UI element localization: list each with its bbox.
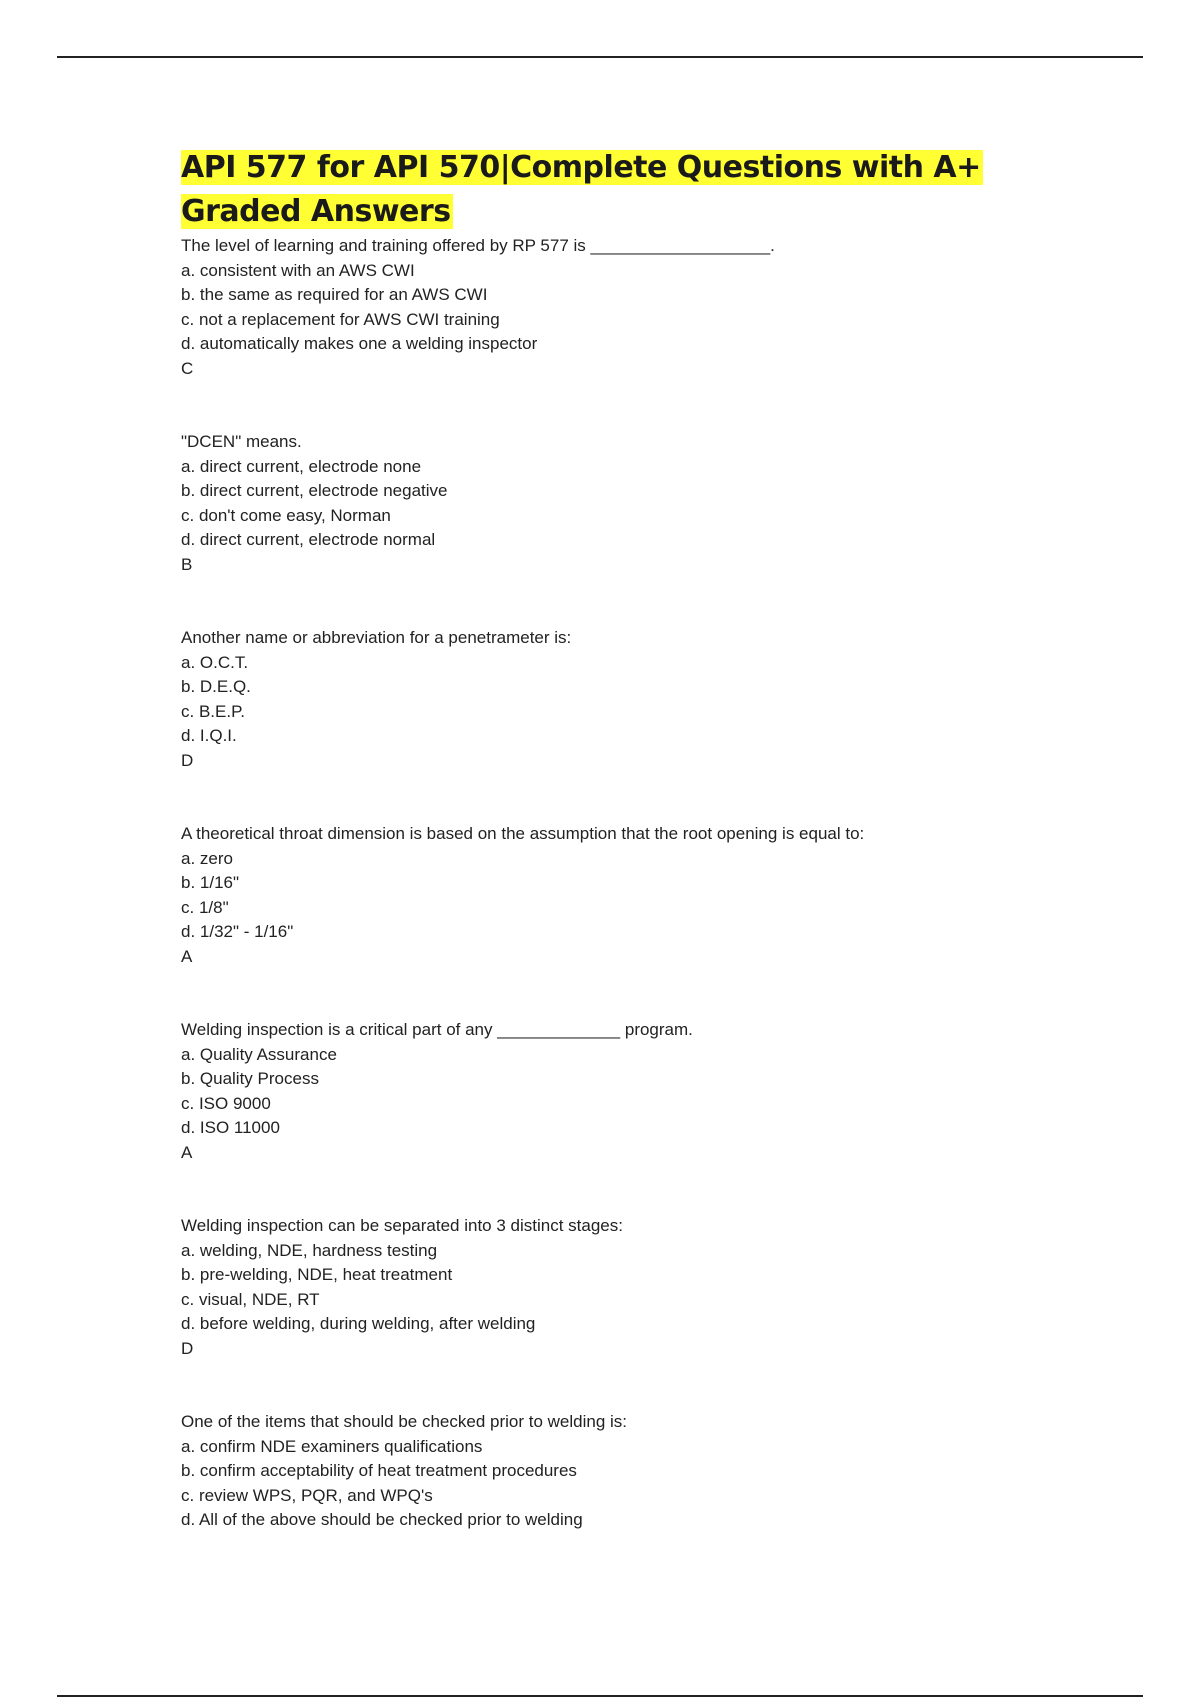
answer-option: a. welding, NDE, hardness testing xyxy=(181,1240,438,1260)
answer-option: d. I.Q.I. xyxy=(181,726,237,745)
answer-option: a. Quality Assurance xyxy=(181,1044,337,1064)
answer-option: a. zero xyxy=(181,848,233,868)
correct-answer: B xyxy=(181,554,193,574)
answer-option: b. D.E.Q. xyxy=(181,677,251,696)
answer-option: b. Quality Process xyxy=(181,1069,319,1088)
question-text: One of the items that should be checked prior to welding is: xyxy=(181,1412,628,1431)
answer-option: d. before welding, during welding, after welding xyxy=(181,1314,536,1333)
correct-answer: C xyxy=(181,358,194,378)
answer-option: d. ISO 11000 xyxy=(181,1118,280,1137)
question-block xyxy=(181,822,981,969)
question-block xyxy=(181,1410,981,1533)
answer-option: c. ISO 9000 xyxy=(181,1093,271,1113)
question-text: The level of learning and training offered by RP 577 is ___________________. xyxy=(181,236,775,255)
answer-option: b. the same as required for an AWS CWI xyxy=(181,285,488,304)
answer-option: b. confirm acceptability of heat treatment procedures xyxy=(181,1461,577,1480)
answer-option: a. O.C.T. xyxy=(181,652,249,672)
answer-option: c. don't come easy, Norman xyxy=(181,505,391,525)
answer-option: b. pre-welding, NDE, heat treatment xyxy=(181,1265,453,1284)
question-text: Welding inspection is a critical part of any _____________ program. xyxy=(181,1020,693,1039)
question-block xyxy=(181,430,981,577)
answer-option: c. 1/8" xyxy=(181,897,229,917)
question-block xyxy=(181,1214,981,1361)
answer-option: a. direct current, electrode none xyxy=(181,456,422,476)
answer-option: b. 1/16" xyxy=(181,873,240,892)
question-text: A theoretical throat dimension is based on the assumption that the root opening is equal to: xyxy=(181,824,865,843)
page-top-rule xyxy=(57,56,1143,58)
document-body xyxy=(181,146,981,1533)
document-title-highlight: API 577 for API 570|Complete Questions with A+ Graded Answers xyxy=(181,150,981,229)
document-title xyxy=(181,146,981,234)
answer-option: b. direct current, electrode negative xyxy=(181,481,448,500)
question-block xyxy=(181,626,981,773)
answer-option: a. consistent with an AWS CWI xyxy=(181,260,415,280)
answer-option: d. automatically makes one a welding inspector xyxy=(181,334,538,353)
correct-answer: D xyxy=(181,1338,194,1358)
question-block xyxy=(181,234,981,381)
question-text: "DCEN" means. xyxy=(181,432,302,451)
answer-option: c. review WPS, PQR, and WPQ's xyxy=(181,1485,433,1505)
question-text: Welding inspection can be separated into 3 distinct stages: xyxy=(181,1216,623,1235)
question-text: Another name or abbreviation for a penetrameter is: xyxy=(181,628,572,647)
correct-answer: D xyxy=(181,750,194,770)
answer-option: a. confirm NDE examiners qualifications xyxy=(181,1436,483,1456)
correct-answer: A xyxy=(181,1142,193,1162)
correct-answer: A xyxy=(181,946,193,966)
answer-option: d. direct current, electrode normal xyxy=(181,530,436,549)
answer-option: c. B.E.P. xyxy=(181,701,245,721)
question-block xyxy=(181,1018,981,1165)
answer-option: d. 1/32" - 1/16" xyxy=(181,922,294,941)
answer-option: d. All of the above should be checked prior to welding xyxy=(181,1510,583,1529)
answer-option: c. not a replacement for AWS CWI training xyxy=(181,309,500,329)
question-list xyxy=(181,234,981,1533)
answer-option: c. visual, NDE, RT xyxy=(181,1289,320,1309)
page-bottom-rule xyxy=(57,1695,1143,1697)
